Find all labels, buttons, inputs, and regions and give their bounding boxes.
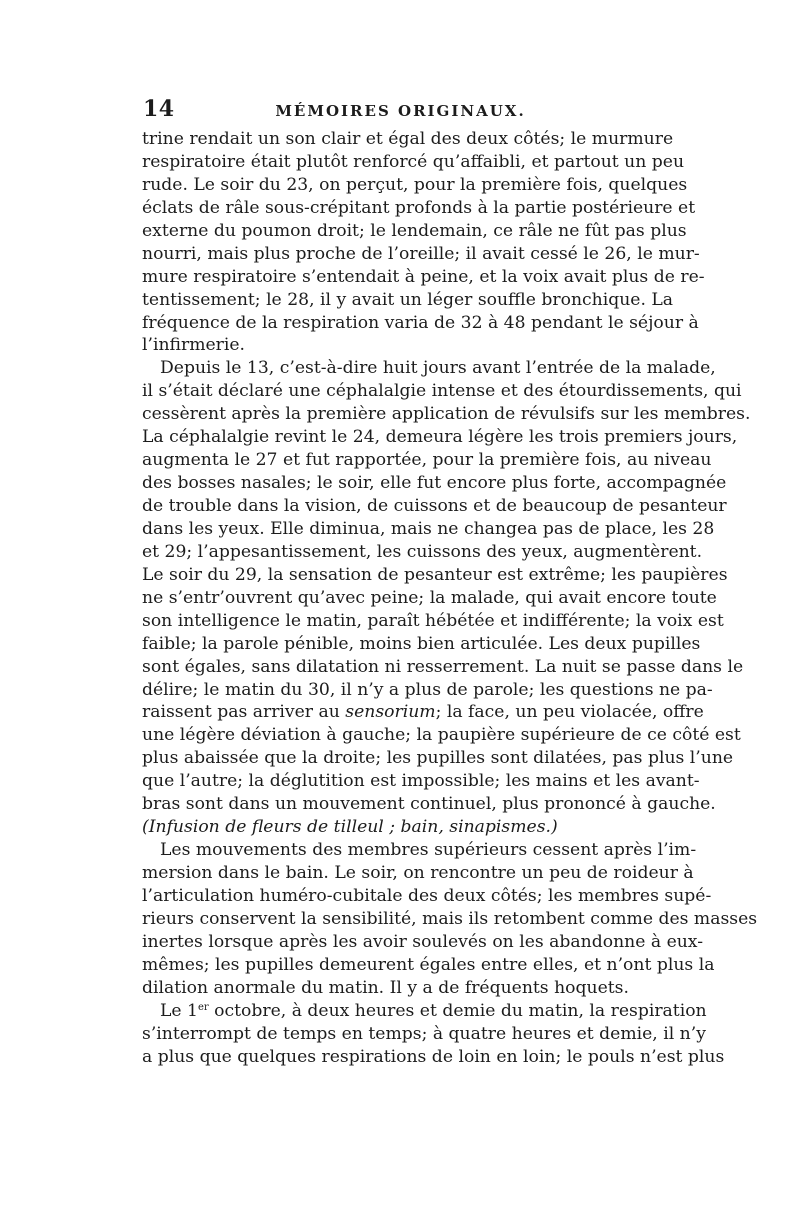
text-line: respiratoire était plutôt renforcé qu’affaibli, et partout un peu <box>142 151 685 172</box>
text-line-date: Le 1er octobre, à deux heures et demie du matin, la respiration <box>160 1000 707 1021</box>
text-line: faible; la parole pénible, moins bien articulée. Les deux pupilles <box>142 633 701 654</box>
running-head <box>143 96 658 126</box>
text-line: et 29; l’appesantissement, les cuissons des yeux, augmentèrent. <box>142 541 703 562</box>
text-line: son intelligence le matin, paraît hébétée et indifférente; la voix est <box>142 610 724 631</box>
text-line: a plus que quelques respirations de loin en loin; le pouls n’est plus <box>142 1046 725 1067</box>
prescription-line: (Infusion de fleurs de tilleul ; bain, sinapismes.) <box>142 817 558 838</box>
text-line: inertes lorsque après les avoir soulevés on les abandonne à eux- <box>142 931 704 952</box>
ordinal-suffix: er <box>197 1001 209 1013</box>
text-line: dans les yeux. Elle diminua, mais ne changea pas de place, les 28 <box>142 518 715 539</box>
text-line: l’infirmerie. <box>142 335 246 356</box>
text-line: de trouble dans la vision, de cuissons et de beaucoup de pesanteur <box>142 496 727 516</box>
text-line: s’interrompt de temps en temps; à quatre heures et demie, il n’y <box>142 1023 706 1044</box>
text-line: mure respiratoire s’entendait à peine, et la voix avait plus de re- <box>142 266 705 287</box>
text-line: Depuis le 13, c’est-à-dire huit jours avant l’entrée de la malade, <box>160 358 716 379</box>
text-line: une légère déviation à gauche; la paupière supérieure de ce côté est <box>142 725 741 746</box>
text-line: fréquence de la respiration varia de 32 à 48 pendant le séjour à <box>142 312 699 333</box>
text-line: Le soir du 29, la sensation de pesanteur est extrême; les paupières <box>142 564 728 585</box>
text-line-sensorium: raissent pas arriver au sensorium; la face, un peu violacée, offre <box>142 702 704 723</box>
text-line: tentissement; le 28, il y avait un léger souffle bronchique. La <box>142 289 674 310</box>
text-line: La céphalalgie revint le 24, demeura légère les trois premiers jours, <box>142 427 738 448</box>
text-line: délire; le matin du 30, il n’y a plus de parole; les questions ne pa- <box>142 679 713 700</box>
body-text <box>142 128 758 1068</box>
running-title: MÉMOIRES ORIGINAUX. <box>275 102 526 120</box>
text-line: éclats de râle sous-crépitant profonds à la partie postérieure et <box>142 197 696 218</box>
text-line: Les mouvements des membres supérieurs cessent après l’im- <box>160 840 697 861</box>
page-number: 14 <box>143 96 175 122</box>
text-line: que l’autre; la déglutition est impossible; les mains et les avant- <box>142 771 700 792</box>
text-line: bras sont dans un mouvement continuel, plus prononcé à gauche. <box>142 794 716 815</box>
text-line: l’articulation huméro-cubitale des deux côtés; les membres supé- <box>142 885 712 906</box>
text-line: ne s’entr’ouvrent qu’avec peine; la malade, qui avait encore toute <box>142 587 717 608</box>
text-line: sont égales, sans dilatation ni resserrement. La nuit se passe dans le <box>142 656 744 677</box>
text-line: rude. Le soir du 23, on perçut, pour la première fois, quelques <box>142 174 688 195</box>
text-line: mersion dans le bain. Le soir, on rencontre un peu de roideur à <box>142 863 694 883</box>
text-line: cessèrent après la première application de révulsifs sur les membres. <box>142 404 751 425</box>
text-line: rieurs conservent la sensibilité, mais ils retombent comme des masses <box>142 908 758 929</box>
text-line: augmenta le 27 et fut rapportée, pour la première fois, au niveau <box>142 450 712 471</box>
text-line: plus abaissée que la droite; les pupilles sont dilatées, pas plus l’une <box>142 748 734 769</box>
text-line: il s’était déclaré une céphalalgie intense et des étourdissements, qui <box>142 381 742 402</box>
text-line: dilation anormale du matin. Il y a de fréquents hoquets. <box>142 977 629 998</box>
italic-term: sensorium <box>345 702 436 723</box>
text-line: des bosses nasales; le soir, elle fut encore plus forte, accompagnée <box>142 473 727 494</box>
text-line: nourri, mais plus proche de l’oreille; il avait cessé le 26, le mur- <box>142 243 700 264</box>
text-line: externe du poumon droit; le lendemain, ce râle ne fût pas plus <box>142 220 687 241</box>
text-line: mêmes; les pupilles demeurent égales entre elles, et n’ont plus la <box>142 954 715 975</box>
text-line: trine rendait un son clair et égal des deux côtés; le murmure <box>142 129 674 149</box>
